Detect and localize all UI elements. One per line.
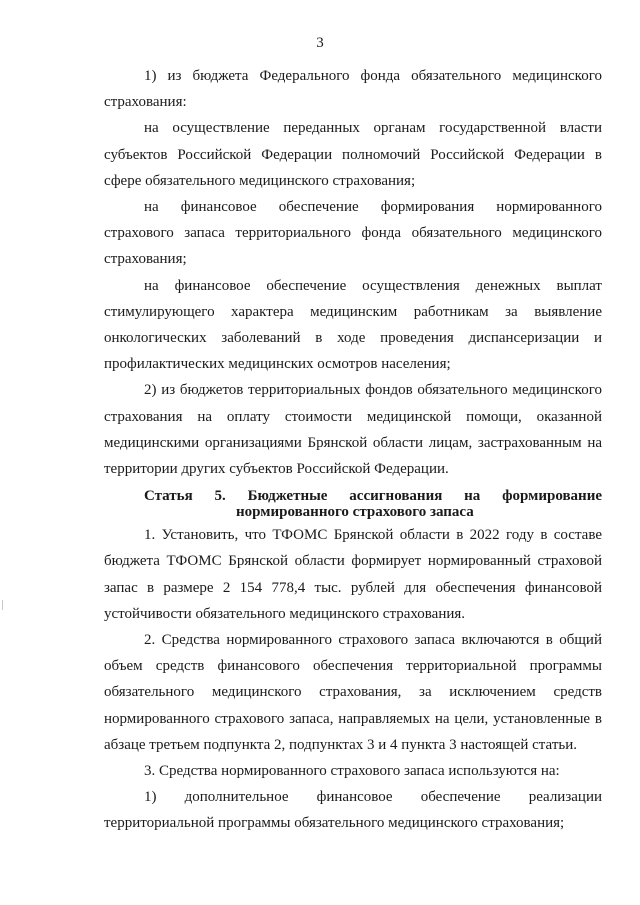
page-number: 3	[316, 35, 324, 51]
article-heading-line1: Статья 5. Бюджетные ассигнования на формирование	[144, 488, 602, 505]
paragraph-delegated-powers: на осуществление переданных органам государственной власти субъектов Российской Федерации полномочий Российской Федерации в сфере обязательного медицинского страхования;	[104, 120, 602, 189]
paragraph-article5-subitem1: 1) дополнительное финансовое обеспечение реализации территориальной программы обязательного медицинского страхования;	[104, 789, 602, 832]
article-heading	[104, 488, 602, 520]
paragraph-federal-fund-budget: 1) из бюджета Федерального фонда обязательного медицинского страхования:	[104, 68, 602, 111]
paragraph-article5-item3: 3. Средства нормированного страхового запаса используются на:	[144, 763, 560, 780]
scan-artifact	[2, 600, 3, 610]
paragraph-territorial-funds: 2) из бюджетов территориальных фондов обязательного медицинского страхования на оплату стоимости медицинской помощи, оказанной медицинскими организациями Брянской области лицам, застрахованным на территории других субъектов Российской Федерации.	[104, 382, 602, 478]
paragraph-article5-item1: 1. Установить, что ТФОМС Брянской области в 2022 году в составе бюджета ТФОМС Брянской области формирует нормированный страховой запас в размере 2 154 778,4 тыс. рублей для обеспечения финансовой устойчивости обязательного медицинского страхования.	[104, 527, 602, 622]
document-body	[104, 63, 602, 837]
paragraph-article5-item2: 2. Средства нормированного страхового запаса включаются в общий объем средств финансового обеспечения территориальной программы обязательного медицинского страхования, за исключением средств нормированного страхового запаса, направляемых на цели, установленные в абзаце третьем подпункта 2, подпунктах 3 и 4 пункта 3 настоящей статьи.	[104, 632, 602, 753]
paragraph-normalized-reserve-funding: на финансовое обеспечение формирования нормированного страхового запаса территориального фонда обязательного медицинского страхования;	[104, 199, 602, 268]
article-heading-line2: нормированного страхового запаса	[236, 504, 474, 521]
paragraph-incentive-payments: на финансовое обеспечение осуществления денежных выплат стимулирующего характера медицинским работникам за выявление онкологических заболеваний в ходе проведения диспансеризации и профилактических медицинских осмотров населения;	[104, 277, 602, 373]
